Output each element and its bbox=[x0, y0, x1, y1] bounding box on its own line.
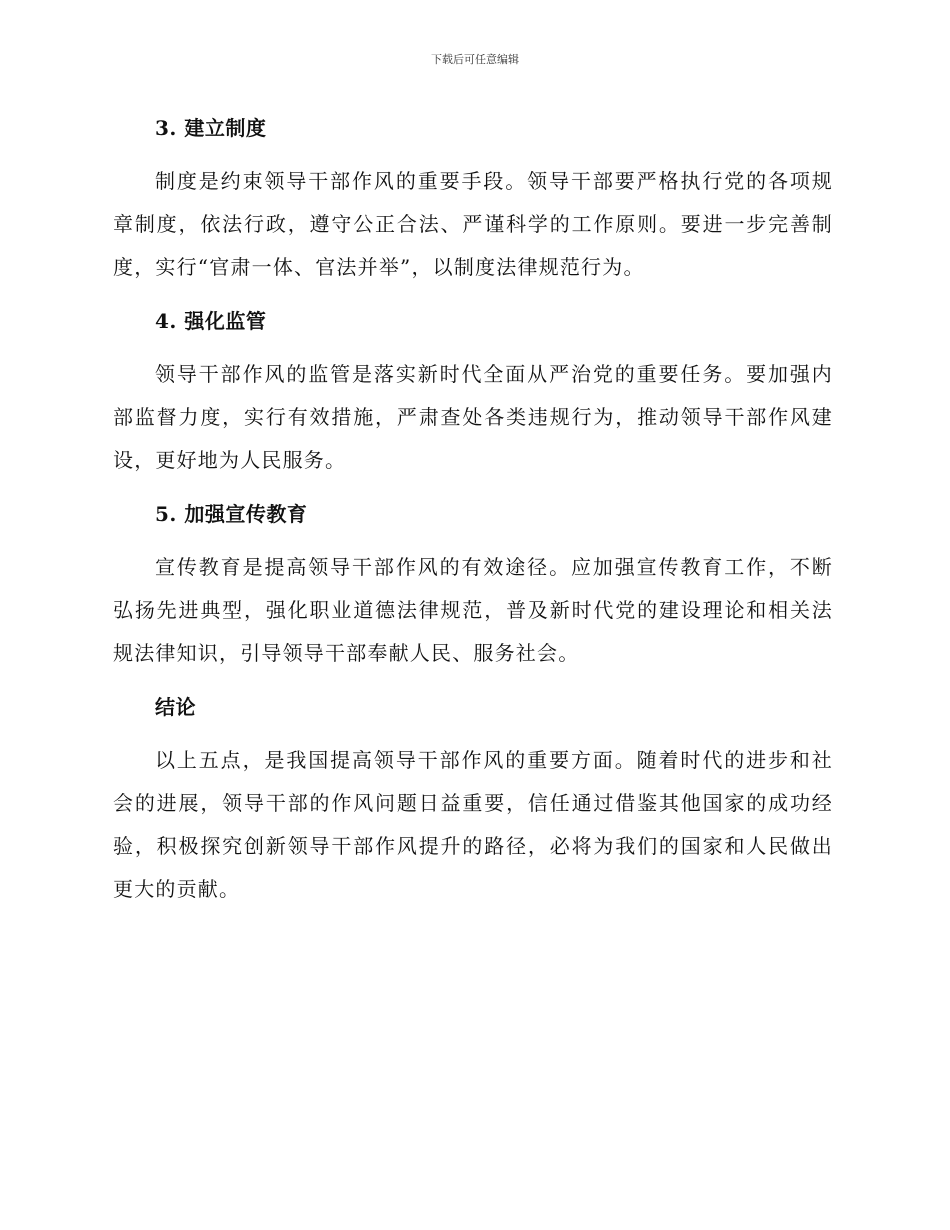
section-heading-establish-system: 3. 建立制度 bbox=[155, 116, 267, 140]
page-header: 下载后可任意编辑 bbox=[431, 53, 519, 66]
section-heading-conclusion: 结论 bbox=[155, 695, 196, 719]
section-heading-strengthen-supervision: 4. 强化监管 bbox=[155, 309, 267, 333]
section-paragraph-publicity-education: 宣传教育是提高领导干部作风的有效途径。应加强宣传教育工作，不断弘扬先进典型，强化职业道德法律规范，普及新时代党的建设理论和相关法规法律知识，引导领导干部奉献人民、服务社会。 bbox=[113, 555, 833, 665]
section-paragraph-establish-system: 制度是约束领导干部作风的重要手段。领导干部要严格执行党的各项规章制度，依法行政，遵守公正合法、严谨科学的工作原则。要进一步完善制度，实行“官肃一体、官法并举”，以制度法律规范行为。 bbox=[113, 169, 833, 279]
section-paragraph-strengthen-supervision: 领导干部作风的监管是落实新时代全面从严治党的重要任务。要加强内部监督力度，实行有效措施，严肃查处各类违规行为，推动领导干部作风建设，更好地为人民服务。 bbox=[113, 362, 833, 472]
section-paragraph-conclusion: 以上五点，是我国提高领导干部作风的重要方面。随着时代的进步和社会的进展，领导干部的作风问题日益重要，信任通过借鉴其他国家的成功经验，积极探究创新领导干部作风提升的路径，必将为我们的国家和人民做出更大的贡献。 bbox=[113, 748, 833, 901]
document-body bbox=[113, 108, 833, 911]
section-heading-publicity-education: 5. 加强宣传教育 bbox=[155, 502, 308, 526]
